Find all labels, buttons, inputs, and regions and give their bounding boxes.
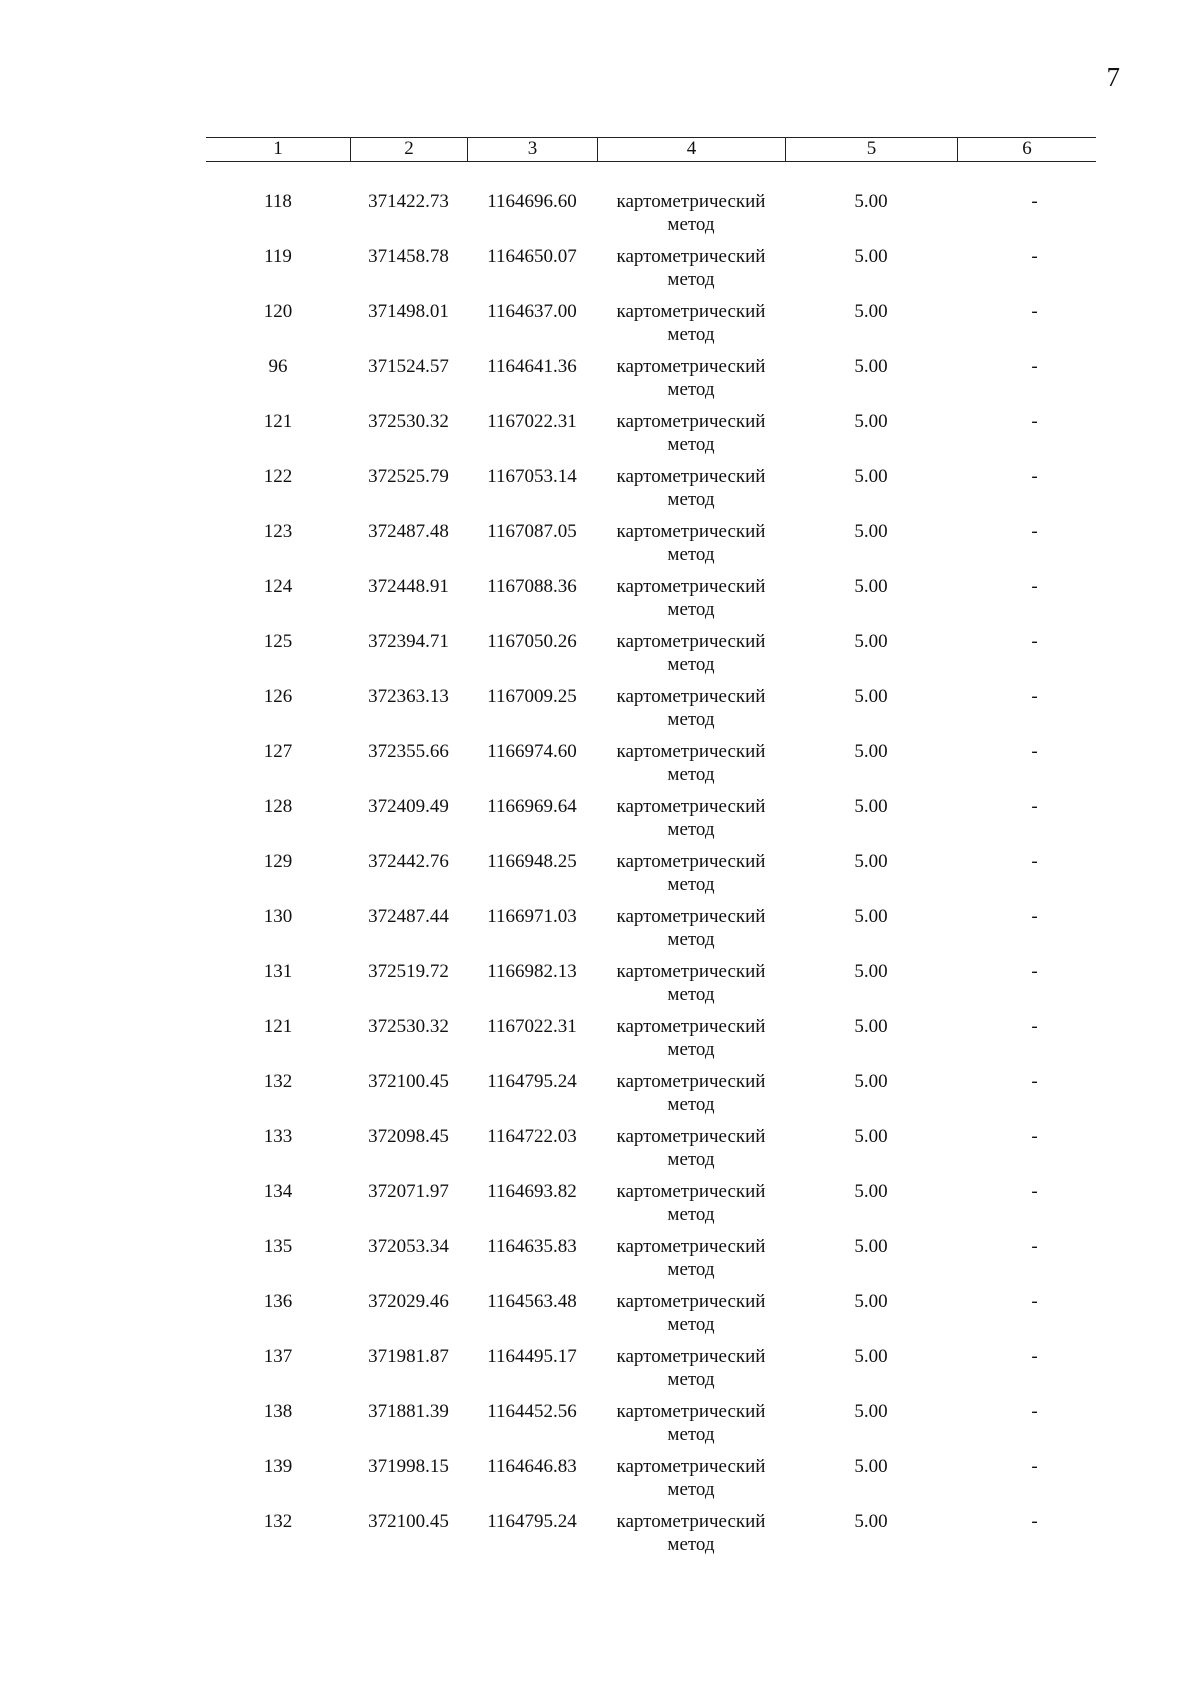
method-line-1: картометрический [616,1016,766,1037]
note-cell: - [1031,686,1038,707]
table-row [206,1235,1096,1290]
note-cell: - [1031,1401,1038,1422]
point-number-cell: 139 [263,1456,293,1477]
note-cell: - [1031,1456,1038,1477]
table-body [206,190,1096,1565]
error-cell: 5.00 [854,576,888,597]
note-cell: - [1031,1346,1038,1367]
point-number-cell: 131 [263,961,293,982]
method-cell [597,905,785,960]
y-coordinate-cell: 1164563.48 [487,1291,577,1312]
method-cell [597,1345,785,1400]
method-cell [597,410,785,465]
method-line-1: картометрический [616,521,766,542]
point-number-cell: 126 [263,686,293,707]
table-row [206,960,1096,1015]
x-coordinate-cell: 372409.49 [368,796,449,817]
table-row [206,1345,1096,1400]
method-line-2: метод [667,599,715,620]
error-cell: 5.00 [854,631,888,652]
method-line-2: метод [667,434,715,455]
method-line-1: картометрический [616,961,766,982]
method-cell [597,960,785,1015]
method-line-1: картометрический [616,906,766,927]
note-cell: - [1031,906,1038,927]
x-coordinate-cell: 371422.73 [368,191,449,212]
error-cell: 5.00 [854,411,888,432]
method-line-1: картометрический [616,631,766,652]
method-line-2: метод [667,1259,715,1280]
method-cell [597,465,785,520]
table-row [206,1125,1096,1180]
point-number-cell: 135 [263,1236,293,1257]
note-cell: - [1031,961,1038,982]
error-cell: 5.00 [854,1071,888,1092]
header-bottom-rule [206,161,1096,162]
method-line-1: картометрический [616,1511,766,1532]
method-line-1: картометрический [616,466,766,487]
method-line-2: метод [667,1204,715,1225]
note-cell: - [1031,246,1038,267]
point-number-cell: 121 [263,1016,293,1037]
method-line-1: картометрический [616,576,766,597]
x-coordinate-cell: 372363.13 [368,686,449,707]
point-number-cell: 122 [263,466,293,487]
method-line-2: метод [667,1149,715,1170]
method-cell [597,355,785,410]
error-cell: 5.00 [854,1401,888,1422]
note-cell: - [1031,796,1038,817]
x-coordinate-cell: 372053.34 [368,1236,449,1257]
table-row [206,465,1096,520]
error-cell: 5.00 [854,1456,888,1477]
x-coordinate-cell: 372100.45 [368,1071,449,1092]
point-number-cell: 123 [263,521,293,542]
table-row [206,1400,1096,1455]
point-number-cell: 124 [263,576,293,597]
point-number-cell: 132 [263,1071,293,1092]
column-header-4: 4 [597,137,785,161]
x-coordinate-cell: 371498.01 [368,301,449,322]
error-cell: 5.00 [854,466,888,487]
method-line-2: метод [667,929,715,950]
point-number-cell: 120 [263,301,293,322]
note-cell: - [1031,1236,1038,1257]
table-row [206,905,1096,960]
method-line-2: метод [667,1094,715,1115]
method-cell [597,630,785,685]
method-cell [597,300,785,355]
error-cell: 5.00 [854,851,888,872]
x-coordinate-cell: 372029.46 [368,1291,449,1312]
error-cell: 5.00 [854,961,888,982]
note-cell: - [1031,851,1038,872]
point-number-cell: 132 [263,1511,293,1532]
x-coordinate-cell: 371524.57 [368,356,449,377]
x-coordinate-cell: 372519.72 [368,961,449,982]
table-row [206,520,1096,575]
method-line-2: метод [667,819,715,840]
method-line-1: картометрический [616,1346,766,1367]
method-cell [597,795,785,850]
point-number-cell: 118 [264,191,292,212]
error-cell: 5.00 [854,906,888,927]
error-cell: 5.00 [854,246,888,267]
y-coordinate-cell: 1166969.64 [487,796,577,817]
table-row [206,575,1096,630]
method-line-2: метод [667,324,715,345]
y-coordinate-cell: 1164650.07 [487,246,577,267]
method-line-2: метод [667,544,715,565]
method-cell [597,1180,785,1235]
y-coordinate-cell: 1164637.00 [487,301,577,322]
y-coordinate-cell: 1164452.56 [487,1401,577,1422]
point-number-cell: 137 [263,1346,293,1367]
method-cell [597,520,785,575]
column-header-5: 5 [785,137,957,161]
method-cell [597,1070,785,1125]
method-line-2: метод [667,489,715,510]
error-cell: 5.00 [854,356,888,377]
note-cell: - [1031,411,1038,432]
method-line-1: картометрический [616,301,766,322]
method-cell [597,1235,785,1290]
x-coordinate-cell: 372530.32 [368,411,449,432]
error-cell: 5.00 [854,1236,888,1257]
y-coordinate-cell: 1164795.24 [487,1511,577,1532]
y-coordinate-cell: 1167087.05 [487,521,577,542]
method-line-2: метод [667,1534,715,1555]
table-row [206,685,1096,740]
x-coordinate-cell: 371458.78 [368,246,449,267]
y-coordinate-cell: 1167050.26 [487,631,577,652]
method-cell [597,1290,785,1345]
method-line-1: картометрический [616,796,766,817]
y-coordinate-cell: 1167088.36 [487,576,577,597]
x-coordinate-cell: 372098.45 [368,1126,449,1147]
error-cell: 5.00 [854,686,888,707]
method-line-1: картометрический [616,246,766,267]
method-line-1: картометрический [616,1236,766,1257]
table-row [206,630,1096,685]
x-coordinate-cell: 372448.91 [368,576,449,597]
method-cell [597,1015,785,1070]
note-cell: - [1031,466,1038,487]
table-row [206,245,1096,300]
note-cell: - [1031,1071,1038,1092]
x-coordinate-cell: 372525.79 [368,466,449,487]
method-line-1: картометрический [616,686,766,707]
x-coordinate-cell: 372355.66 [368,741,449,762]
method-cell [597,685,785,740]
note-cell: - [1031,356,1038,377]
table-row [206,190,1096,245]
method-line-2: метод [667,379,715,400]
note-cell: - [1031,1291,1038,1312]
method-line-1: картометрический [616,1456,766,1477]
error-cell: 5.00 [854,796,888,817]
y-coordinate-cell: 1166974.60 [487,741,577,762]
y-coordinate-cell: 1166971.03 [487,906,577,927]
point-number-cell: 121 [263,411,293,432]
method-line-2: метод [667,709,715,730]
method-cell [597,850,785,905]
method-cell [597,740,785,795]
column-header-3: 3 [467,137,597,161]
method-line-1: картометрический [616,191,766,212]
x-coordinate-cell: 372487.44 [368,906,449,927]
error-cell: 5.00 [854,1511,888,1532]
note-cell: - [1031,576,1038,597]
point-number-cell: 130 [263,906,293,927]
note-cell: - [1031,1126,1038,1147]
method-line-1: картометрический [616,1181,766,1202]
note-cell: - [1031,1181,1038,1202]
column-header-1: 1 [273,138,283,159]
method-line-1: картометрический [616,356,766,377]
method-cell [597,575,785,630]
column-header-6: 6 [957,137,1096,161]
method-line-2: метод [667,1424,715,1445]
y-coordinate-cell: 1167022.31 [487,411,577,432]
point-number-cell: 129 [263,851,293,872]
method-line-2: метод [667,1314,715,1335]
x-coordinate-cell: 371981.87 [368,1346,449,1367]
note-cell: - [1031,631,1038,652]
y-coordinate-cell: 1164641.36 [487,356,577,377]
y-coordinate-cell: 1164696.60 [487,191,577,212]
error-cell: 5.00 [854,1126,888,1147]
method-cell [597,1400,785,1455]
y-coordinate-cell: 1167022.31 [487,1016,577,1037]
note-cell: - [1031,1511,1038,1532]
point-number-cell: 134 [263,1181,293,1202]
method-line-2: метод [667,874,715,895]
x-coordinate-cell: 372071.97 [368,1181,449,1202]
method-line-2: метод [667,214,715,235]
x-coordinate-cell: 372530.32 [368,1016,449,1037]
method-line-1: картометрический [616,1401,766,1422]
error-cell: 5.00 [854,1181,888,1202]
error-cell: 5.00 [854,191,888,212]
error-cell: 5.00 [854,1291,888,1312]
table-row [206,795,1096,850]
error-cell: 5.00 [854,521,888,542]
point-number-cell: 119 [264,246,292,267]
note-cell: - [1031,301,1038,322]
table-row [206,740,1096,795]
point-number-cell: 125 [263,631,293,652]
note-cell: - [1031,191,1038,212]
x-coordinate-cell: 371998.15 [368,1456,449,1477]
method-line-2: метод [667,269,715,290]
y-coordinate-cell: 1166948.25 [487,851,577,872]
note-cell: - [1031,521,1038,542]
y-coordinate-cell: 1166982.13 [487,961,577,982]
note-cell: - [1031,1016,1038,1037]
error-cell: 5.00 [854,1016,888,1037]
method-line-1: картометрический [616,1071,766,1092]
y-coordinate-cell: 1164646.83 [487,1456,577,1477]
method-line-1: картометрический [616,1291,766,1312]
table-row [206,1455,1096,1510]
table-row [206,1180,1096,1235]
method-line-2: метод [667,1039,715,1060]
y-coordinate-cell: 1167009.25 [487,686,577,707]
y-coordinate-cell: 1164795.24 [487,1071,577,1092]
column-header-2: 2 [350,137,467,161]
method-line-2: метод [667,654,715,675]
method-cell [597,245,785,300]
x-coordinate-cell: 372394.71 [368,631,449,652]
y-coordinate-cell: 1164722.03 [487,1126,577,1147]
table-header [206,137,1096,161]
method-cell [597,1510,785,1565]
x-coordinate-cell: 372442.76 [368,851,449,872]
point-number-cell: 128 [263,796,293,817]
error-cell: 5.00 [854,1346,888,1367]
point-number-cell: 127 [263,741,293,762]
point-number-cell: 136 [263,1291,293,1312]
method-line-2: метод [667,1479,715,1500]
y-coordinate-cell: 1167053.14 [487,466,577,487]
page-number: 7 [1106,62,1120,92]
table-row [206,1510,1096,1565]
x-coordinate-cell: 372100.45 [368,1511,449,1532]
error-cell: 5.00 [854,301,888,322]
table-row [206,300,1096,355]
table-row [206,1290,1096,1345]
method-line-2: метод [667,984,715,1005]
x-coordinate-cell: 372487.48 [368,521,449,542]
table-row [206,850,1096,905]
method-cell [597,1125,785,1180]
point-number-cell: 138 [263,1401,293,1422]
method-line-1: картометрический [616,1126,766,1147]
y-coordinate-cell: 1164635.83 [487,1236,577,1257]
method-line-2: метод [667,764,715,785]
table-row [206,410,1096,465]
y-coordinate-cell: 1164495.17 [487,1346,577,1367]
method-cell [597,190,785,245]
y-coordinate-cell: 1164693.82 [487,1181,577,1202]
method-line-1: картометрический [616,411,766,432]
method-line-1: картометрический [616,851,766,872]
table-row [206,1015,1096,1070]
table-row [206,355,1096,410]
note-cell: - [1031,741,1038,762]
method-cell [597,1455,785,1510]
table-row [206,1070,1096,1125]
error-cell: 5.00 [854,741,888,762]
point-number-cell: 133 [263,1126,293,1147]
point-number-cell: 96 [268,356,288,377]
method-line-1: картометрический [616,741,766,762]
method-line-2: метод [667,1369,715,1390]
x-coordinate-cell: 371881.39 [368,1401,449,1422]
